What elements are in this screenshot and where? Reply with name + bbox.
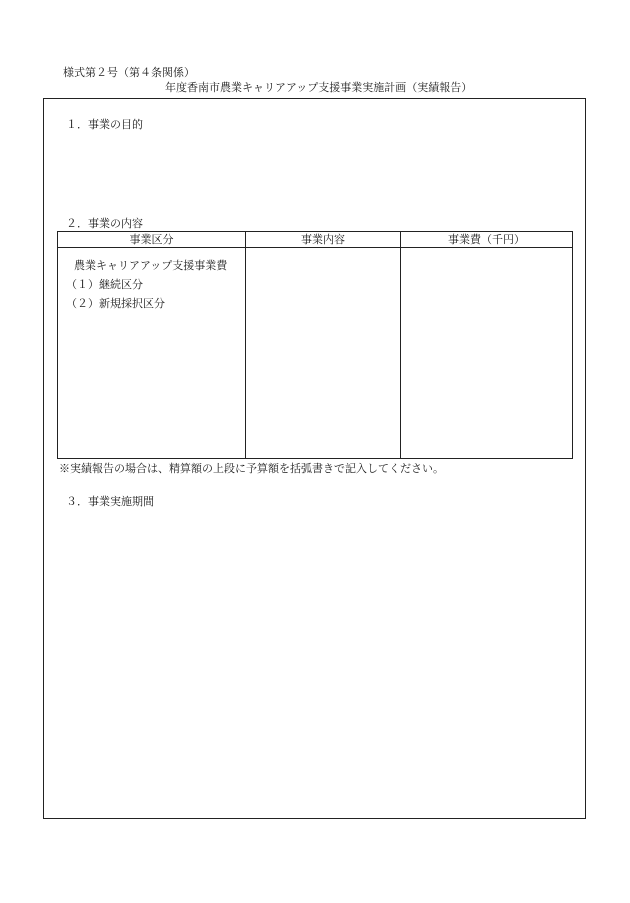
column-header-cost: 事業費（千円） bbox=[401, 232, 573, 248]
category-main-label: 農業キャリアアップ支援事業費 bbox=[74, 259, 228, 272]
form-code: 様式第２号（第４条関係） bbox=[63, 66, 195, 79]
column-header-category: 事業区分 bbox=[58, 232, 246, 248]
document-title: 年度香南市農業キャリアアップ支援事業実施計画（実績報告） bbox=[165, 81, 473, 94]
column-header-content: 事業内容 bbox=[246, 232, 401, 248]
table-header-row bbox=[58, 232, 573, 248]
cost-cell[interactable] bbox=[401, 248, 573, 459]
category-new-label: （２）新規採択区分 bbox=[66, 297, 165, 310]
category-cell bbox=[58, 248, 246, 459]
content-table bbox=[57, 231, 573, 459]
table-note: ※実績報告の場合は、精算額の上段に予算額を括弧書きで記入してください。 bbox=[59, 462, 444, 475]
section-content-heading: ２．事業の内容 bbox=[66, 217, 143, 230]
category-continuing-label: （１）継続区分 bbox=[66, 278, 143, 291]
table-row bbox=[58, 248, 573, 459]
content-cell[interactable] bbox=[246, 248, 401, 459]
section-purpose-heading: １．事業の目的 bbox=[66, 118, 143, 131]
section-period-heading: ３．事業実施期間 bbox=[66, 495, 154, 508]
